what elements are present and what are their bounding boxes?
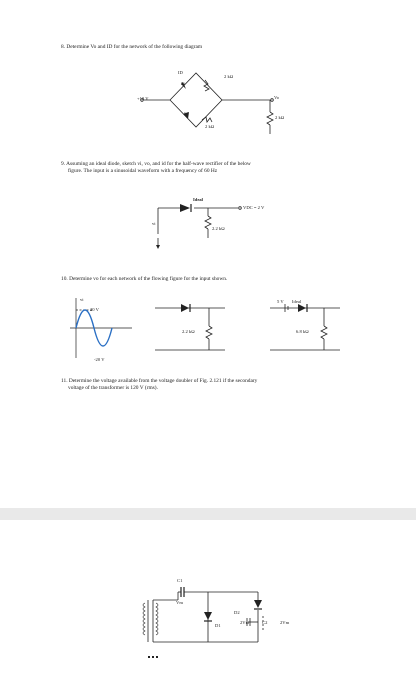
voltage-doubler-circuit: [138, 570, 288, 660]
q8-r2-label: 2 kΩ: [205, 124, 215, 129]
q8-r3-label: 2 kΩ: [275, 115, 285, 120]
q8-id-label: ID: [178, 70, 183, 75]
q8-vo-label: Vo: [274, 95, 280, 100]
question-8-text: 8. Determine Vo and ID for the network of the following diagram: [61, 44, 203, 50]
d2-label: D2: [234, 610, 240, 615]
q10-r2-label: 6.8 kΩ: [296, 329, 309, 334]
q10-network-a: [145, 298, 245, 358]
question-10-text: 10. Determine vo for each network of the flowing figure for the input shown.: [61, 276, 228, 282]
q10-vi-axis-label: vi: [80, 297, 84, 302]
c1-label: C1: [177, 578, 183, 583]
question-9-line-1: 9. Assuming an ideal diode, sketch vi, vo, and id for the half-wave rectifier of the below: [61, 161, 251, 167]
q9-resistor-label: 2.2 kΩ: [212, 226, 225, 231]
q9-vdc-label: VDC = 2 V: [243, 205, 265, 210]
q10-r1-label: 2.2 kΩ: [182, 329, 195, 334]
q9-vi-label: vi: [152, 221, 156, 226]
vout-label: 2Vm: [280, 620, 290, 625]
q8-si2-label: Si: [184, 111, 188, 116]
q10-network-b: [260, 298, 360, 358]
question-11-line-2: voltage of the transformer is 120 V (rms).: [68, 385, 158, 391]
d1-label: D1: [215, 623, 221, 628]
vm2-label: 2Vm: [240, 620, 250, 625]
vm-label: Vm: [176, 600, 183, 605]
q9-half-wave-circuit: [150, 192, 260, 262]
q8-vin-label: +10 V: [137, 96, 149, 101]
c2-label: C2: [262, 620, 268, 625]
q8-bridge-circuit: [130, 60, 300, 140]
q10-source-label: 5 V: [277, 299, 284, 304]
q10-input-waveform: [66, 296, 136, 360]
question-11-line-1: 11. Determine the voltage available from the voltage doubler of Fig. 2.121 if the secondary: [61, 378, 258, 384]
q8-r1-label: 2 kΩ: [224, 74, 234, 79]
page-2: [0, 520, 416, 700]
q8-si1-label: Si: [181, 81, 185, 86]
q10-ideal-label: Ideal: [292, 299, 302, 304]
q9-ideal-label: Ideal: [193, 197, 203, 202]
question-9-line-2: figure. The input is a sinusoidal waveform with a frequency of 60 Hz: [68, 168, 218, 174]
q10-negative-peak-label: -20 V: [94, 357, 105, 362]
q10-positive-peak-label: 20 V: [90, 307, 99, 312]
